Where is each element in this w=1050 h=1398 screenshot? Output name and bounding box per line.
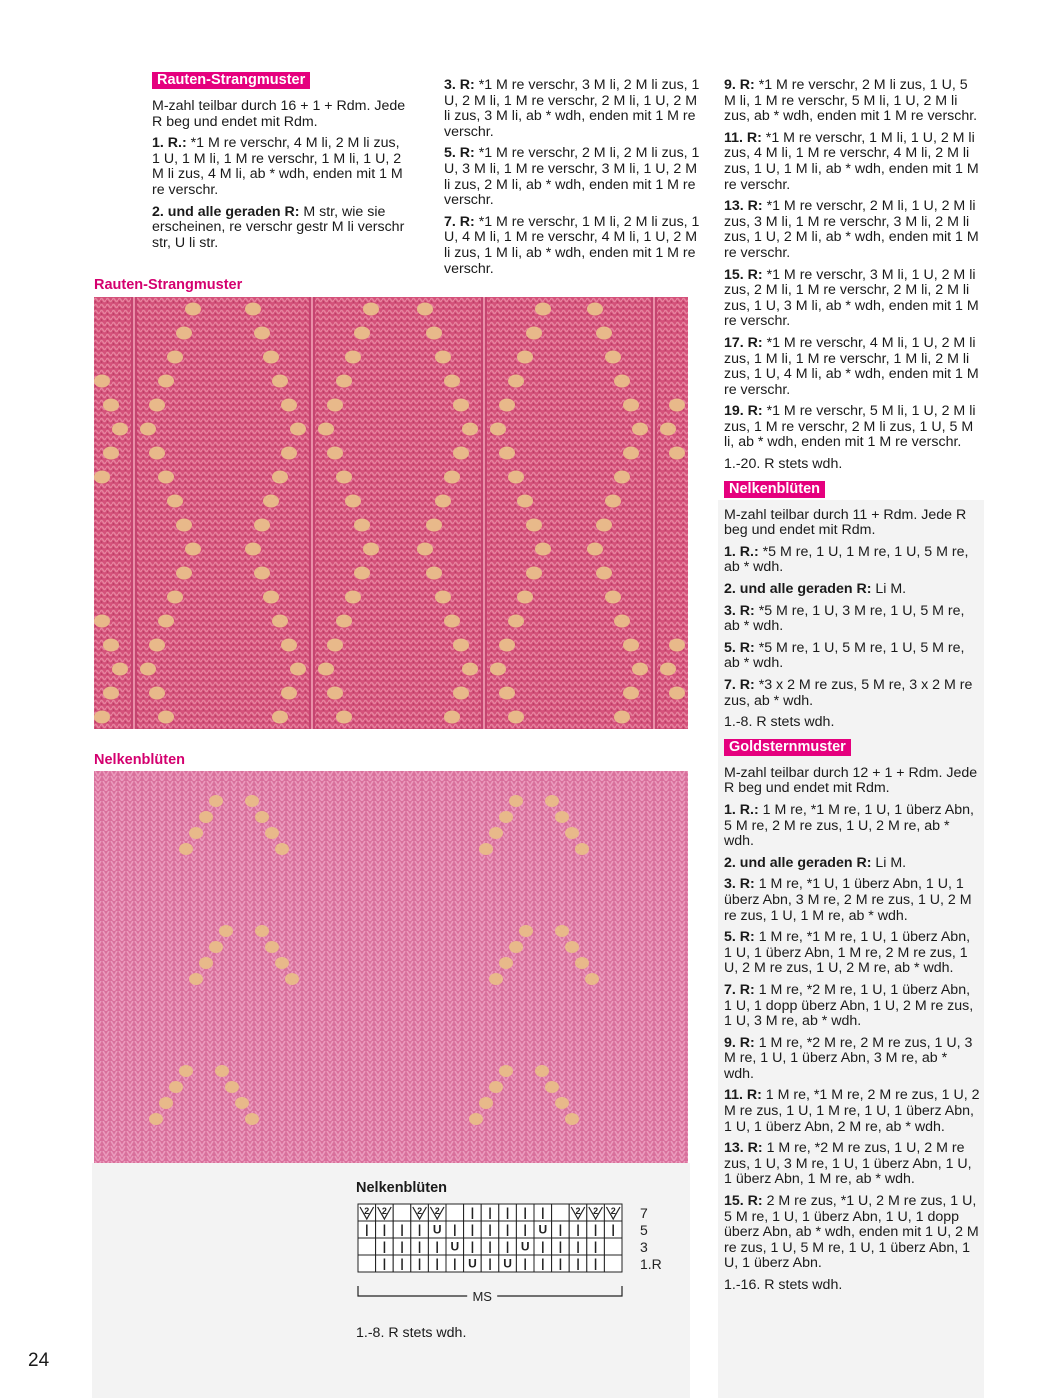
- eyelet-hole: [596, 567, 612, 580]
- eyelet-hole: [499, 957, 513, 969]
- eyelet-hole: [660, 423, 676, 436]
- rib-line: [483, 297, 485, 729]
- eyelet-hole: [444, 375, 460, 388]
- eyelet-hole: [614, 471, 630, 484]
- eyelet-hole: [103, 687, 119, 700]
- eyelet-hole: [669, 447, 685, 460]
- chart-symbol: |: [523, 1256, 527, 1271]
- eyelet-hole: [158, 375, 174, 388]
- eyelet-hole: [209, 795, 223, 807]
- eyelet-hole: [263, 591, 279, 604]
- photo1-caption: Rauten-Strangmuster: [94, 277, 243, 293]
- chart-symbol: |: [505, 1222, 510, 1237]
- rauten-row-17: 17. R: *1 M re verschr, 4 M li, 1 U, 2 M li zus, 1 M li, 1 M re verschr, 1 M li, 2 M li zus, 1 U, 4 M li, ab * wdh, enden mit 1 M re verschr.: [724, 334, 979, 398]
- eyelet-hole: [158, 711, 174, 724]
- chart-symbol: |: [453, 1222, 457, 1237]
- eyelet-hole: [489, 827, 503, 839]
- chart-symbol: |: [523, 1205, 527, 1220]
- eyelet-hole: [159, 1097, 173, 1109]
- eyelet-hole: [272, 615, 288, 628]
- nelken-intro: M-zahl teilbar durch 11 + Rdm. Jede R beg und endet mit Rdm.: [724, 506, 967, 539]
- chart-symbol: |: [558, 1222, 563, 1237]
- eyelet-hole: [555, 811, 569, 823]
- eyelet-hole: [167, 495, 183, 508]
- nelken-repeat: 1.-8. R stets wdh.: [724, 714, 835, 731]
- chart-symbol: |: [505, 1205, 510, 1220]
- eyelet-hole: [176, 519, 192, 532]
- eyelet-hole: [327, 447, 343, 460]
- goldstern-row-9: 9. R: 1 M re, *2 M re, 2 M re zus, 1 U, 3 M re, 1 U, 1 überz Abn, 3 M re, ab * wdh.: [724, 1034, 973, 1082]
- eyelet-hole: [499, 811, 513, 823]
- chart-symbol: |: [435, 1239, 439, 1254]
- chart-symbol: |: [576, 1239, 580, 1254]
- eyelet-hole: [669, 399, 685, 412]
- chart-row-number: 5: [640, 1222, 648, 1238]
- chart-row-number: 1.R: [640, 1256, 662, 1272]
- eyelet-hole: [281, 447, 297, 460]
- eyelet-hole: [535, 1065, 549, 1077]
- rauten-row-19: 19. R: *1 M re verschr, 5 M li, 1 U, 2 M li zus, 1 M re verschr, 2 M li zus, 1 U, 5 M li, ab * wdh, enden mit 1 M re verschr.: [724, 403, 976, 451]
- chart-cell: [604, 1238, 622, 1255]
- eyelet-hole: [526, 567, 542, 580]
- rauten-column-1: [152, 72, 410, 257]
- nelken-title: Nelkenblüten: [724, 481, 825, 498]
- chart-cell: [552, 1204, 570, 1221]
- eyelet-hole: [219, 925, 233, 937]
- eyelet-hole: [453, 447, 469, 460]
- chart-symbol: |: [382, 1222, 387, 1237]
- chart-symbol: |: [541, 1205, 545, 1220]
- rauten-row-1: 1. R.: *1 M re verschr, 4 M li, 2 M li zus, 1 U, 1 M li, 1 M re verschr, 1 M li, 1 U, 2 M li zus, 4 M li, ab * wdh, enden mit 1 M re verschr.: [152, 135, 403, 198]
- chart-symbol: |: [576, 1222, 580, 1237]
- eyelet-hole: [354, 567, 370, 580]
- rauten-intro: M-zahl teilbar durch 16 + 1 + Rdm. Jede R beg und endet mit Rdm.: [152, 98, 406, 130]
- chart-symbol: |: [400, 1222, 404, 1237]
- chart-cell: [604, 1255, 622, 1272]
- eyelet-hole: [149, 1113, 163, 1125]
- eyelet-hole: [587, 543, 603, 556]
- chart-symbol: |: [417, 1256, 422, 1271]
- eyelet-hole: [444, 471, 460, 484]
- goldstern-title: Goldsternmuster: [724, 739, 851, 756]
- eyelet-hole: [453, 639, 469, 652]
- eyelet-hole: [614, 615, 630, 628]
- eyelet-hole: [490, 663, 506, 676]
- goldstern-repeat: 1.-16. R stets wdh.: [724, 1277, 843, 1293]
- chart-symbol: |: [541, 1256, 545, 1271]
- eyelet-hole: [585, 973, 599, 985]
- eyelet-hole: [189, 973, 203, 985]
- eyelet-hole: [149, 447, 165, 460]
- eyelet-hole: [255, 811, 269, 823]
- eyelet-hole: [94, 615, 110, 628]
- eyelet-hole: [336, 615, 352, 628]
- goldstern-intro: M-zahl teilbar durch 12 + 1 + Rdm. Jede R beg und endet mit Rdm.: [724, 764, 978, 797]
- rauten-row-5: 5. R: *1 M re verschr, 2 M li, 2 M li zus, 1 U, 3 M li, 1 M re verschr, 3 M li, 1 U, 2 M li zus, 2 M li, ab * wdh, enden mit 1 M re verschr.: [444, 145, 700, 209]
- eyelet-hole: [417, 303, 433, 316]
- eyelet-hole: [149, 399, 165, 412]
- eyelet-hole: [265, 827, 279, 839]
- eyelet-hole: [435, 351, 451, 364]
- eyelet-hole: [444, 615, 460, 628]
- eyelet-hole: [623, 687, 639, 700]
- chart-symbol: |: [400, 1239, 404, 1254]
- eyelet-hole: [112, 663, 128, 676]
- rauten-row-11: 11. R: *1 M re verschr, 1 M li, 1 U, 2 M li zus, 4 M li, 1 M re verschr, 4 M li, 2 M li zus, 1 U, 1 M li, ab * wdh, enden mit 1 M re verschr.: [724, 129, 979, 193]
- eyelet-hole: [327, 399, 343, 412]
- rauten-swatch-photo: [94, 297, 688, 729]
- chart-symbol: 2: [381, 1206, 387, 1216]
- eyelet-hole: [94, 375, 110, 388]
- eyelet-hole: [489, 1081, 503, 1093]
- eyelet-hole: [565, 941, 579, 953]
- eyelet-hole: [189, 827, 203, 839]
- eyelet-hole: [605, 591, 621, 604]
- chart-symbol: |: [365, 1222, 369, 1237]
- eyelet-hole: [623, 447, 639, 460]
- chart-symbol: |: [382, 1239, 387, 1254]
- rauten-title: Rauten-Strangmuster: [152, 72, 310, 89]
- chart-symbol: |: [488, 1205, 492, 1220]
- knitting-chart: [350, 1198, 690, 1318]
- right-column: [724, 78, 980, 1300]
- eyelet-hole: [275, 957, 289, 969]
- nelken-row-2: 2. und alle geraden R: Li M.: [724, 581, 907, 598]
- eyelet-hole: [435, 591, 451, 604]
- eyelet-hole: [272, 471, 288, 484]
- eyelet-hole: [435, 495, 451, 508]
- nelken-row-1: 1. R.: *5 M re, 1 U, 1 M re, 1 U, 5 M re, ab * wdh.: [724, 543, 969, 576]
- eyelet-hole: [565, 1113, 579, 1125]
- chart-symbol: U: [468, 1256, 477, 1271]
- eyelet-hole: [426, 327, 442, 340]
- eyelet-hole: [149, 687, 165, 700]
- eyelet-hole: [167, 351, 183, 364]
- goldstern-row-1: 1. R.: 1 M re, *1 M re, 1 U, 1 überz Abn, 5 M re, 2 M re zus, 1 U, 2 M re, ab * wdh.: [724, 801, 974, 850]
- eyelet-hole: [263, 351, 279, 364]
- goldstern-row-5: 5. R: 1 M re, *1 M re, 1 U, 1 überz Abn, 1 U, 1 überz Abn, 1 M re, 2 M re zus, 1 U, 2 M re zus, 1 U, 2 M re, ab * wdh.: [724, 929, 971, 977]
- eyelet-hole: [499, 399, 515, 412]
- chart-symbol: |: [541, 1239, 545, 1254]
- rib-line: [311, 297, 313, 729]
- rauten-row-13: 13. R: *1 M re verschr, 2 M li, 1 U, 2 M li zus, 3 M li, 1 M re verschr, 3 M li, 2 M li zus, 1 U, 2 M li, ab * wdh, enden mit 1 M re verschr.: [724, 198, 979, 261]
- eyelet-hole: [535, 303, 551, 316]
- rauten-row-2: 2. und alle geraden R: M str, wie sie erscheinen, re verschr gestr M li verschr str, U li str.: [152, 203, 405, 251]
- eyelet-hole: [179, 843, 193, 855]
- eyelet-hole: [272, 711, 288, 724]
- chart-symbol: |: [488, 1222, 492, 1237]
- eyelet-hole: [363, 303, 379, 316]
- eyelet-hole: [526, 327, 542, 340]
- eyelet-hole: [623, 399, 639, 412]
- nelken-swatch-photo: [94, 771, 688, 1163]
- eyelet-hole: [185, 543, 201, 556]
- eyelet-hole: [336, 375, 352, 388]
- eyelet-hole: [215, 1065, 229, 1077]
- nelken-row-5: 5. R: *5 M re, 1 U, 5 M re, 1 U, 5 M re, ab * wdh.: [724, 639, 965, 672]
- eyelet-hole: [245, 795, 259, 807]
- rauten-row-15: 15. R: *1 M re verschr, 3 M li, 1 U, 2 M li zus, 2 M li, 1 M re verschr, 2 M li, 2 M li zus, 1 U, 3 M li, ab * wdh, enden mit 1 M re verschr.: [724, 266, 979, 330]
- eyelet-hole: [354, 519, 370, 532]
- eyelet-hole: [140, 663, 156, 676]
- eyelet-hole: [103, 399, 119, 412]
- eyelet-hole: [509, 795, 523, 807]
- eyelet-hole: [444, 711, 460, 724]
- eyelet-hole: [669, 639, 685, 652]
- chart-symbol: |: [470, 1222, 475, 1237]
- eyelet-hole: [526, 519, 542, 532]
- eyelet-hole: [508, 471, 524, 484]
- chart-row-number: 7: [640, 1205, 648, 1221]
- chart-symbol: U: [450, 1239, 460, 1254]
- ms-label: MS: [472, 1289, 492, 1304]
- chart-symbol: |: [593, 1256, 598, 1271]
- eyelet-hole: [453, 687, 469, 700]
- rib-line: [653, 297, 655, 729]
- page-number: 24: [28, 1350, 50, 1371]
- goldstern-row-7: 7. R: 1 M re, *2 M re, 1 U, 1 überz Abn, 1 U, 1 dopp überz Abn, 1 U, 2 M re zus, 1 U, 3 M re, ab * wdh.: [724, 981, 974, 1030]
- rauten-swatch-svg: [94, 297, 688, 729]
- rauten-repeat: 1.-20. R stets wdh.: [724, 456, 843, 473]
- photo2-caption: Nelkenblüten: [94, 752, 186, 768]
- eyelet-hole: [281, 399, 297, 412]
- eyelet-hole: [318, 663, 334, 676]
- chart-symbol: 2: [417, 1206, 423, 1216]
- eyelet-hole: [517, 351, 533, 364]
- eyelet-hole: [545, 795, 559, 807]
- chart-symbol: 2: [575, 1206, 581, 1216]
- chart-symbol: |: [417, 1239, 422, 1254]
- eyelet-hole: [255, 925, 269, 937]
- chart-footer: 1.-8. R stets wdh.: [356, 1325, 467, 1341]
- chart-cell: [358, 1255, 376, 1272]
- goldstern-row-3: 3. R: 1 M re, *1 U, 1 überz Abn, 1 U, 1 überz Abn, 3 M re, 2 M re zus, 1 U, 2 M re zus, 1 U, 1 M re, ab * wdh.: [724, 876, 972, 924]
- chart-symbol: |: [382, 1256, 387, 1271]
- chart-symbol: |: [505, 1239, 510, 1254]
- eyelet-hole: [167, 591, 183, 604]
- eyelet-hole: [565, 827, 579, 839]
- eyelet-hole: [363, 543, 379, 556]
- eyelet-hole: [169, 1081, 183, 1093]
- chart-symbol: 2: [364, 1206, 370, 1216]
- eyelet-hole: [575, 843, 589, 855]
- eyelet-hole: [149, 639, 165, 652]
- eyelet-hole: [345, 351, 361, 364]
- chart-cell: [358, 1238, 376, 1255]
- eyelet-hole: [462, 663, 478, 676]
- eyelet-hole: [112, 423, 128, 436]
- eyelet-hole: [517, 591, 533, 604]
- eyelet-hole: [272, 375, 288, 388]
- eyelet-hole: [499, 687, 515, 700]
- eyelet-hole: [545, 1081, 559, 1093]
- eyelet-hole: [179, 1065, 193, 1077]
- eyelet-hole: [158, 471, 174, 484]
- eyelet-hole: [290, 423, 306, 436]
- chart-symbol: |: [523, 1222, 527, 1237]
- chart-symbol: U: [520, 1239, 530, 1254]
- chart-symbol: U: [503, 1256, 512, 1271]
- chart-row-number: 3: [640, 1239, 648, 1255]
- goldstern-row-11: 11. R: 1 M re, *1 M re, 2 M re zus, 1 U, 2 M re zus, 1 U, 1 M re, 1 U, 1 überz Abn, 1 U, 1 überz Abn, 2 M re, ab * wdh.: [724, 1087, 980, 1135]
- eyelet-hole: [185, 303, 201, 316]
- chart-symbol: |: [400, 1256, 404, 1271]
- eyelet-hole: [327, 639, 343, 652]
- eyelet-hole: [508, 375, 524, 388]
- chart-symbol: |: [611, 1222, 615, 1237]
- eyelet-hole: [245, 303, 261, 316]
- eyelet-hole: [499, 447, 515, 460]
- eyelet-hole: [254, 519, 270, 532]
- eyelet-hole: [290, 663, 306, 676]
- chart-cell: [446, 1204, 464, 1221]
- goldstern-row-2: 2. und alle geraden R: Li M.: [724, 854, 907, 871]
- eyelet-hole: [489, 973, 503, 985]
- chart-symbol: |: [470, 1205, 475, 1220]
- eyelet-hole: [508, 711, 524, 724]
- chart-symbol: |: [488, 1256, 492, 1271]
- eyelet-hole: [490, 423, 506, 436]
- eyelet-hole: [453, 399, 469, 412]
- eyelet-hole: [103, 639, 119, 652]
- eyelet-hole: [263, 495, 279, 508]
- eyelet-hole: [555, 925, 569, 937]
- chart-symbol: U: [432, 1222, 442, 1237]
- eyelet-hole: [623, 639, 639, 652]
- eyelet-hole: [596, 327, 612, 340]
- eyelet-hole: [327, 687, 343, 700]
- eyelet-hole: [199, 957, 213, 969]
- eyelet-hole: [479, 843, 493, 855]
- eyelet-hole: [285, 973, 299, 985]
- eyelet-hole: [509, 941, 523, 953]
- eyelet-hole: [94, 711, 110, 724]
- chart-symbol: |: [488, 1239, 492, 1254]
- eyelet-hole: [176, 567, 192, 580]
- nelken-row-3: 3. R: *5 M re, 1 U, 3 M re, 1 U, 5 M re, ab * wdh.: [724, 602, 965, 635]
- eyelet-hole: [426, 567, 442, 580]
- eyelet-hole: [318, 423, 334, 436]
- eyelet-hole: [235, 1097, 249, 1109]
- eyelet-hole: [336, 711, 352, 724]
- chart-symbol: 2: [434, 1206, 440, 1216]
- chart-symbol: |: [576, 1256, 580, 1271]
- eyelet-hole: [94, 471, 110, 484]
- chart-symbol: |: [453, 1256, 457, 1271]
- eyelet-hole: [660, 663, 676, 676]
- chart-symbol: |: [558, 1239, 563, 1254]
- eyelet-hole: [225, 1081, 239, 1093]
- chart-symbol: |: [593, 1239, 598, 1254]
- knitting-chart-svg: [350, 1198, 690, 1318]
- eyelet-hole: [265, 941, 279, 953]
- eyelet-hole: [632, 663, 648, 676]
- eyelet-hole: [199, 811, 213, 823]
- eyelet-hole: [614, 375, 630, 388]
- eyelet-hole: [669, 687, 685, 700]
- eyelet-hole: [519, 925, 533, 937]
- eyelet-hole: [605, 351, 621, 364]
- eyelet-hole: [245, 1113, 259, 1125]
- eyelet-hole: [354, 327, 370, 340]
- eyelet-hole: [499, 639, 515, 652]
- eyelet-hole: [140, 423, 156, 436]
- eyelet-hole: [103, 447, 119, 460]
- eyelet-hole: [254, 567, 270, 580]
- eyelet-hole: [508, 615, 524, 628]
- eyelet-hole: [632, 423, 648, 436]
- eyelet-hole: [281, 687, 297, 700]
- chart-symbol: 2: [610, 1206, 616, 1216]
- rauten-row-7: 7. R: *1 M re verschr, 1 M li, 2 M li zus, 1 U, 4 M li, 1 M re verschr, 4 M li, 1 U, 2 M li zus, 1 M li, ab * wdh, enden mit 1 M re verschr.: [444, 213, 700, 277]
- goldstern-row-13: 13. R: 1 M re, *2 M re zus, 1 U, 2 M re zus, 1 U, 3 M re, 1 U, 1 überz Abn, 1 U, 1 überz Abn, 1 M re, ab * wdh.: [724, 1140, 972, 1188]
- eyelet-hole: [587, 303, 603, 316]
- rauten-row-3: 3. R: *1 M re verschr, 3 M li, 2 M li zus, 1 U, 2 M li, 1 M re verschr, 2 M li, 1 U, 2 M li zus, 3 M li, ab * wdh, enden mit 1 M re verschr.: [444, 77, 700, 140]
- eyelet-hole: [209, 941, 223, 953]
- chart-cell: [393, 1204, 411, 1221]
- eyelet-hole: [336, 471, 352, 484]
- eyelet-hole: [345, 495, 361, 508]
- chart-symbol: 2: [593, 1206, 599, 1216]
- eyelet-hole: [176, 327, 192, 340]
- chart-title: Nelkenblüten: [356, 1180, 448, 1196]
- nelken-swatch-svg: [94, 771, 688, 1163]
- eyelet-hole: [254, 327, 270, 340]
- chart-symbol: |: [417, 1222, 422, 1237]
- eyelet-hole: [499, 1065, 513, 1077]
- chart-symbol: U: [538, 1222, 548, 1237]
- eyelet-hole: [555, 1097, 569, 1109]
- eyelet-hole: [417, 543, 433, 556]
- eyelet-hole: [517, 495, 533, 508]
- eyelet-hole: [462, 423, 478, 436]
- rib-line: [133, 297, 135, 729]
- eyelet-hole: [275, 843, 289, 855]
- eyelet-hole: [426, 519, 442, 532]
- goldstern-row-15: 15. R: 2 M re zus, *1 U, 2 M re zus, 1 U, 5 M re, 1 U, 1 überz Abn, 1 U, 1 dopp überz Abn, ab * wdh, enden mit 1 U, 2 M re zus, 1 U, 5 M re, 1 U, 1 überz Abn, 1 U, 1 überz Abn.: [724, 1193, 979, 1272]
- chart-symbol: |: [593, 1222, 598, 1237]
- chart-symbol: |: [558, 1256, 563, 1271]
- eyelet-hole: [535, 543, 551, 556]
- eyelet-hole: [281, 639, 297, 652]
- eyelet-hole: [345, 591, 361, 604]
- nelken-row-7: 7. R: *3 x 2 M re zus, 5 M re, 3 x 2 M re zus, ab * wdh.: [724, 677, 973, 709]
- eyelet-hole: [596, 519, 612, 532]
- eyelet-hole: [605, 495, 621, 508]
- chart-symbol: |: [470, 1239, 475, 1254]
- eyelet-hole: [575, 957, 589, 969]
- eyelet-hole: [158, 615, 174, 628]
- rauten-column-2: [444, 78, 700, 283]
- eyelet-hole: [245, 543, 261, 556]
- eyelet-hole: [469, 1113, 483, 1125]
- chart-symbol: |: [435, 1256, 439, 1271]
- eyelet-hole: [479, 1097, 493, 1109]
- eyelet-hole: [614, 711, 630, 724]
- rauten-row-9: 9. R: *1 M re verschr, 2 M li zus, 1 U, 5 M li, 1 M re verschr, 5 M li, 1 U, 2 M li zus, ab * wdh, enden mit 1 M re verschr.: [724, 77, 978, 125]
